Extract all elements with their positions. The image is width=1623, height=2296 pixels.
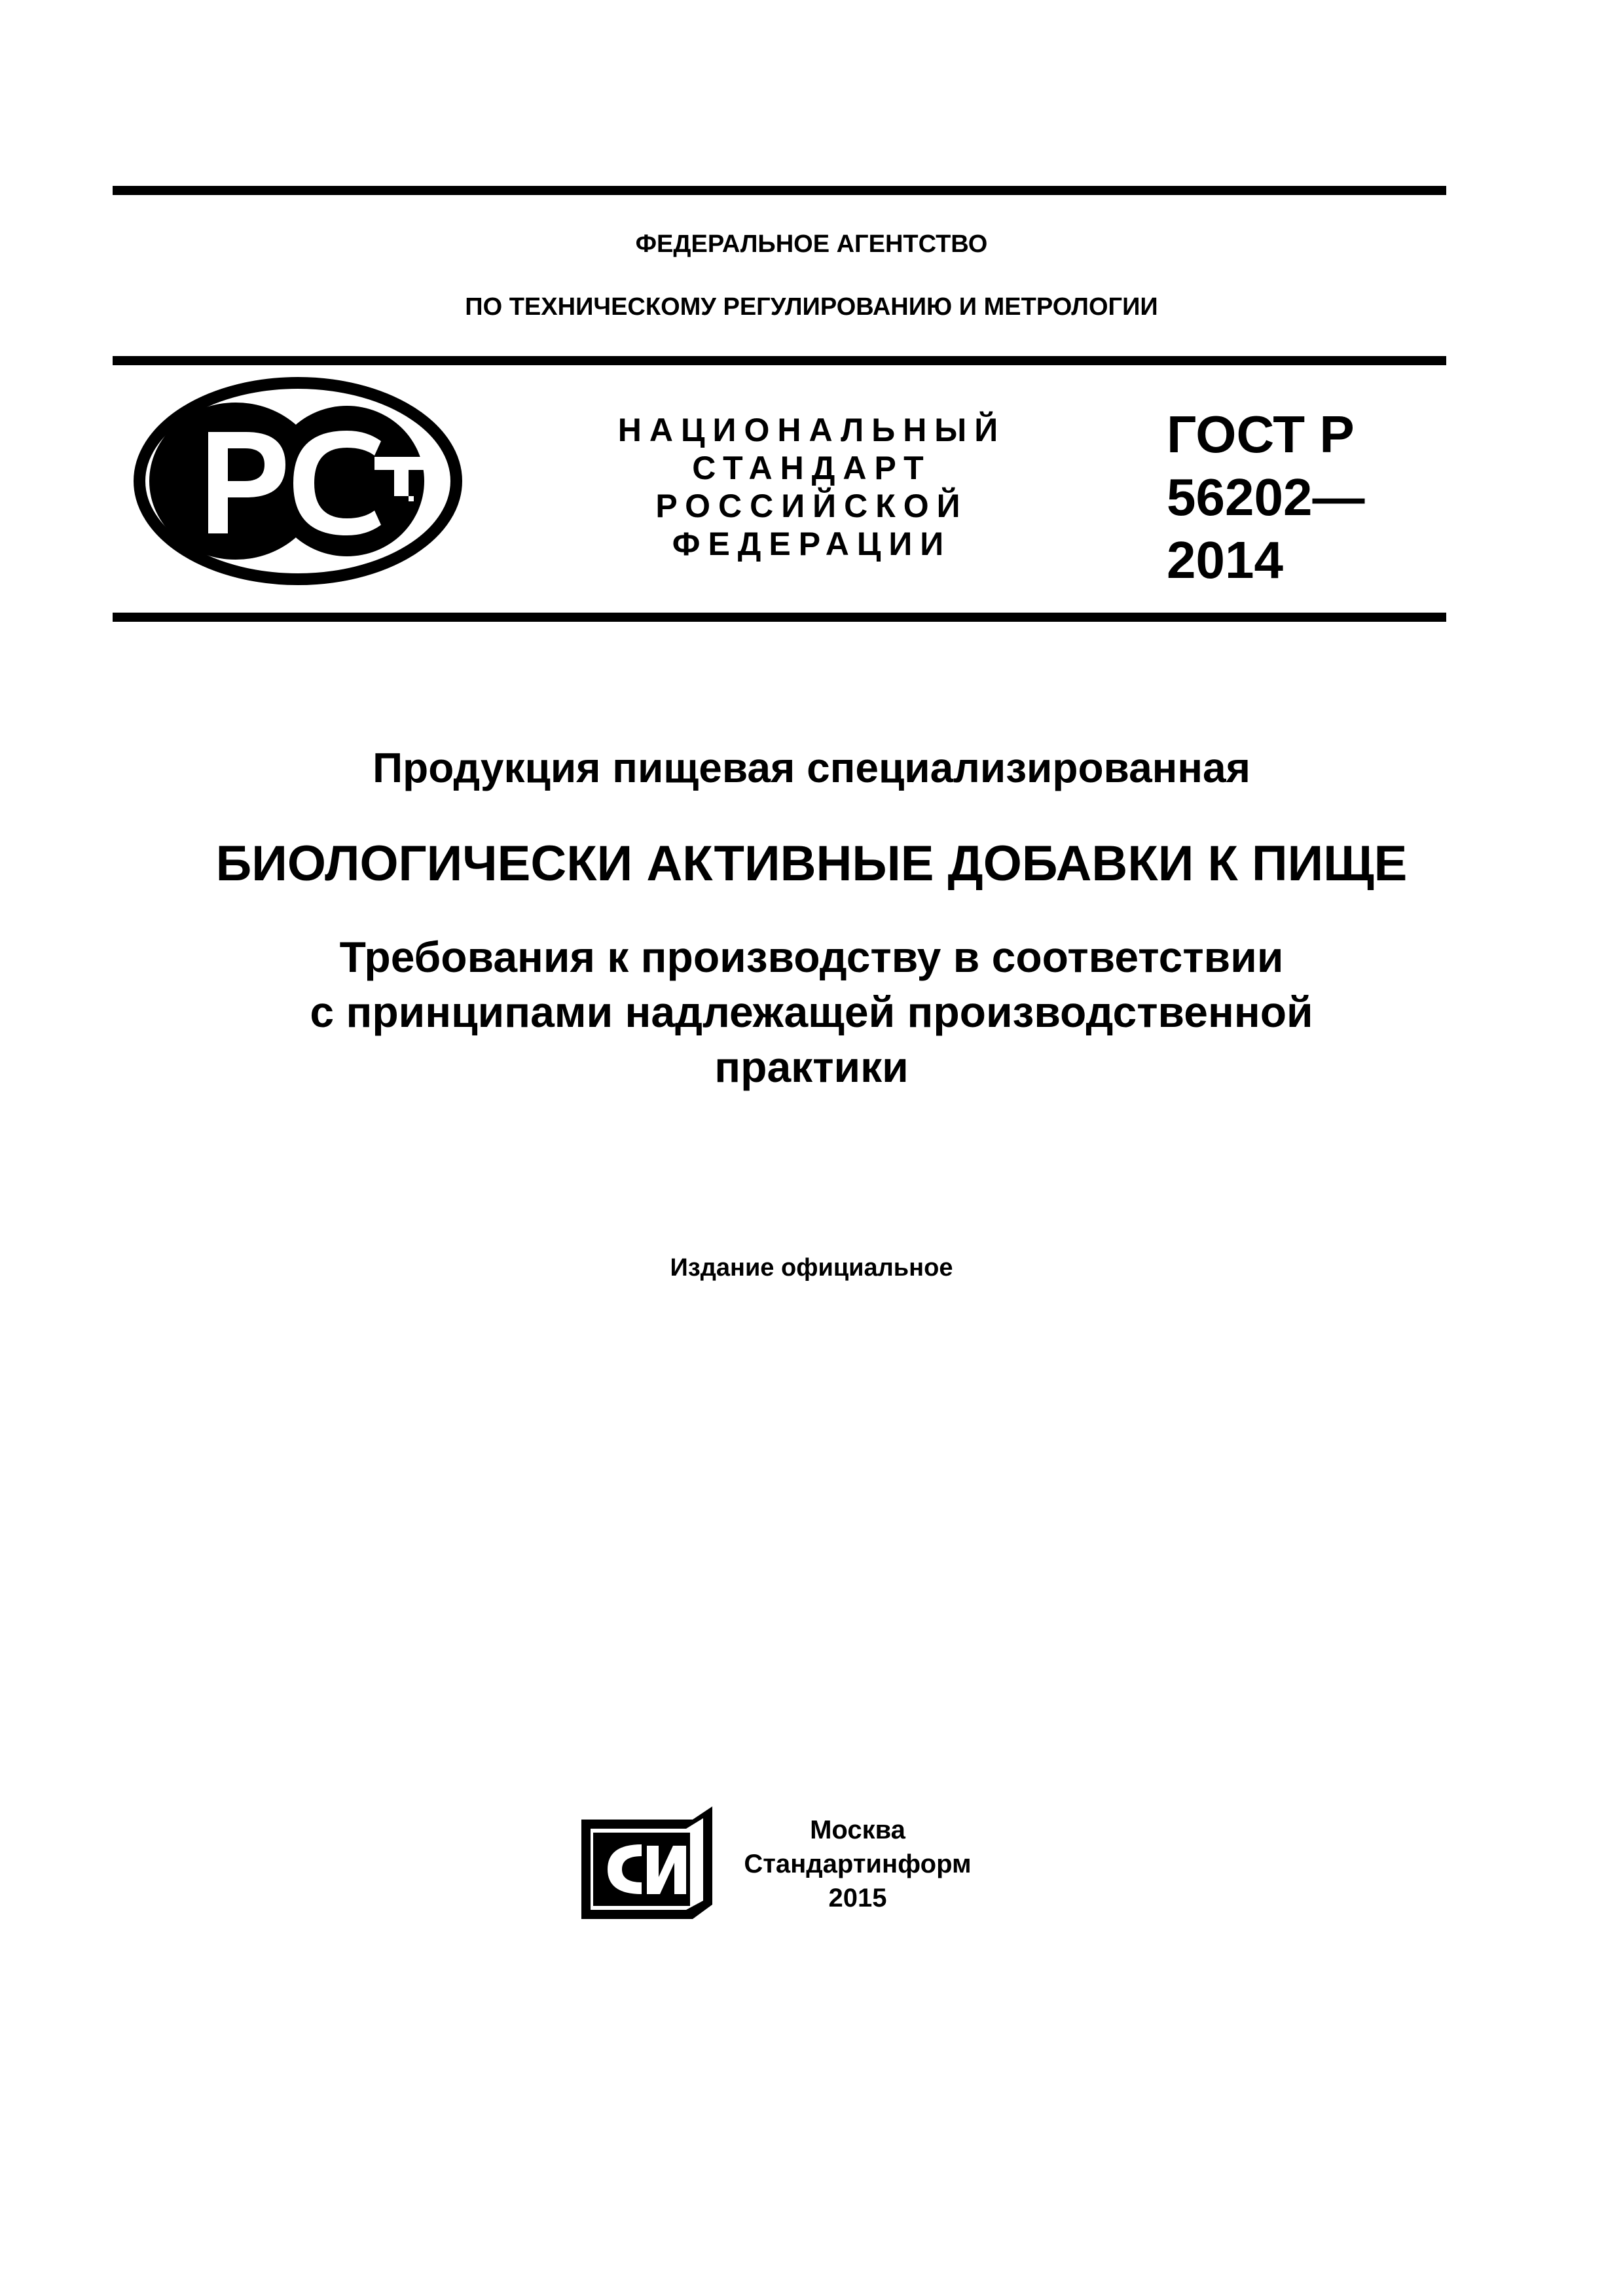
publisher-logo (581, 1806, 712, 1919)
title-category: Продукция пищевая специализированная (373, 744, 1250, 791)
subtitle-line: с принципами надлежащей производственной (310, 988, 1313, 1036)
national-standard-line: РОССИЙСКОЙ (655, 488, 968, 524)
edition-label: Издание официальное (670, 1254, 953, 1282)
subtitle-line: Требования к производству в соответствии (339, 933, 1284, 981)
national-standard-line: ФЕДЕРАЦИИ (672, 526, 952, 562)
subtitle-line: практики (714, 1043, 909, 1091)
national-standard-line: НАЦИОНАЛЬНЫЙ (617, 412, 1006, 448)
gost-line: ГОСТ Р (1167, 405, 1355, 463)
title-main: БИОЛОГИЧЕСКИ АКТИВНЫЕ ДОБАВКИ К ПИЩЕ (215, 836, 1408, 891)
top-rule (113, 186, 1446, 195)
national-standard-line: СТАНДАРТ (692, 450, 932, 486)
publisher-year: 2015 (828, 1884, 887, 1912)
gost-line: 56202— (1167, 468, 1365, 526)
gost-line: 2014 (1167, 531, 1283, 589)
rst-emblem-icon (131, 373, 465, 589)
bottom-header-rule (113, 613, 1446, 622)
publisher-name: Стандартинформ (744, 1850, 972, 1878)
rst-logo (131, 373, 465, 589)
publisher-city: Москва (810, 1816, 905, 1844)
publisher-info (720, 1813, 995, 1915)
agency-line-2: ПО ТЕХНИЧЕСКОМУ РЕГУЛИРОВАНИЮ И МЕТРОЛОГИИ (465, 293, 1158, 321)
national-standard-label (609, 411, 1015, 563)
gost-designation (1167, 403, 1364, 592)
agency-line-1: ФЕДЕРАЛЬНОЕ АГЕНТСТВО (635, 230, 988, 258)
standartinform-logo-icon (581, 1806, 712, 1919)
title-subtitle (0, 929, 1623, 1094)
header-rule (113, 356, 1446, 365)
